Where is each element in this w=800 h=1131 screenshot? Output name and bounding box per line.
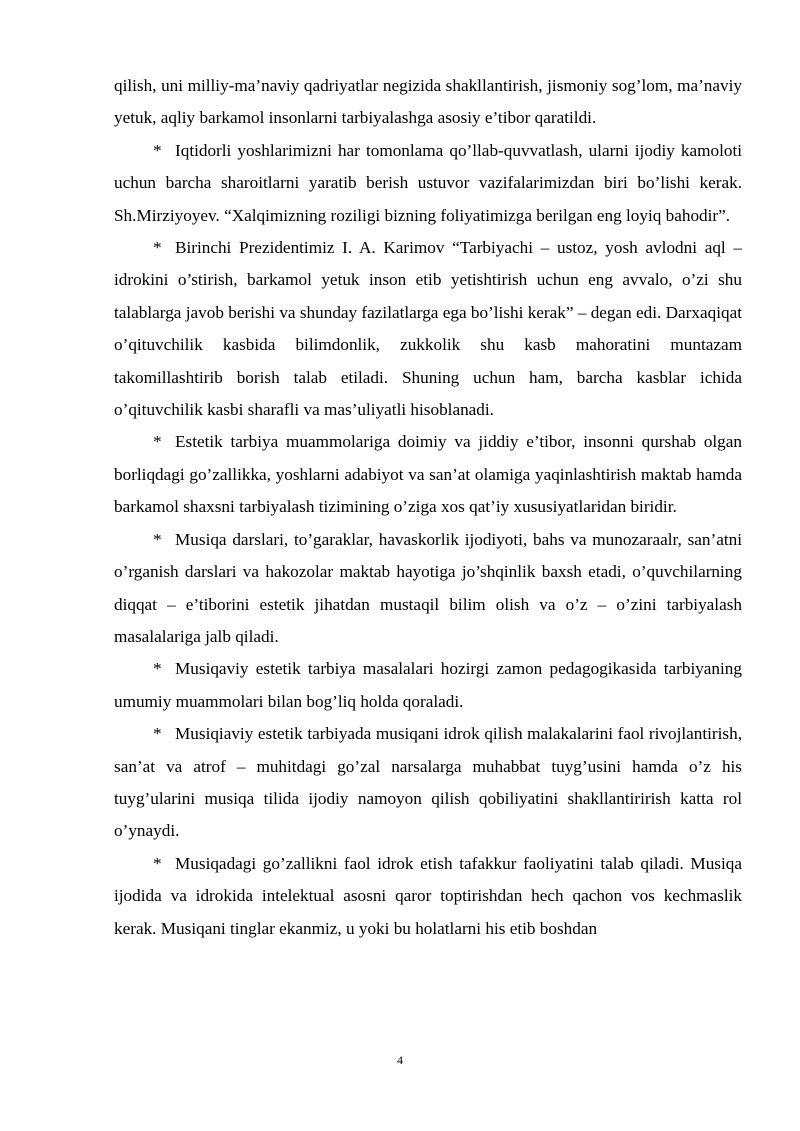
asterisk-marker: * (153, 853, 162, 873)
paragraph-text: Birinchi Prezidentimiz I. A. Karimov “Tarbiyachi – ustoz, yosh avlodni aql – idrokini o’stirish, barkamol yetuk inson etib yetishtirish uchun eng avvalo, o’zi shu talablarga javob berishi va shunday fazilatlarga ega bo’lishi kerak” – degan edi. Darxaqiqat o’qituvchilik kasbida bilimdonlik, zukkolik shu kasb mahoratini muntazam takomillashtirib borish talab etiladi. Shuning uchun ham, barcha kasblar ichida o’qituvchilik kasbi sharafli va mas’uliyatli hisoblanadi. (114, 238, 742, 420)
paragraph-text: Musiqiaviy estetik tarbiyada musiqani idrok qilish malakalarini faol rivojlantirish, san’at va atrof – muhitdagi go’zal narsalarga muhabbat tuyg’usini hamda o’z his tuyg’ularini musiqa tilida ijodiy namoyon qilish qobiliyatini shakllantirirish katta rol o’ynaydi. (114, 724, 742, 841)
page-number: 4 (397, 1053, 403, 1067)
bullet-paragraph (114, 426, 742, 523)
asterisk-marker: * (153, 529, 162, 549)
asterisk-marker: * (153, 724, 162, 744)
bullet-paragraph (114, 135, 742, 232)
paragraph-text: Musiqadagi go’zallikni faol idrok etish tafakkur faoliyatini talab qiladi. Musiqa ijodida va idrokida intelektual asosni qaror toptirishdan hech qachon vos kechmaslik kerak. Musiqani tinglar ekanmiz, u yoki bu holatlarni his etib boshdan (114, 853, 742, 938)
paragraph-continuation (114, 70, 742, 135)
bullet-paragraph (114, 848, 742, 945)
paragraph-text: Musiqa darslari, to’garaklar, havaskorlik ijodiyoti, bahs va munozaraalr, san’atni o’rganish darslari va hakozolar maktab hayotiga jo’shqinlik baxsh etadi, o’quvchilarning diqqat – e’tiborini estetik jihatdan mustaqil bilim olish va o’z – o’zini tarbiyalash masalalariga jalb qiladi. (114, 529, 742, 646)
bullet-paragraph (114, 718, 742, 848)
asterisk-marker: * (153, 140, 162, 160)
paragraph-text: Musiqaviy estetik tarbiya masalalari hozirgi zamon pedagogikasida tarbiyaning umumiy muammolari bilan bog’liq holda qoraladi. (114, 659, 742, 711)
asterisk-marker: * (153, 432, 162, 452)
asterisk-marker: * (153, 238, 162, 258)
asterisk-marker: * (153, 659, 162, 679)
paragraph-text: Iqtidorli yoshlarimizni har tomonlama qo’llab-quvvatlash, ularni ijodiy kamoloti uchun barcha sharoitlarni yaratib berish ustuvor vazifalarimizdan biri bo’lishi kerak. Sh.Mirziyoyev. “Xalqimizning roziligi bizning foliyatimizga berilgan eng loyiq bahodir”. (114, 140, 742, 225)
bullet-paragraph (114, 524, 742, 654)
paragraph-text: Estetik tarbiya muammolariga doimiy va jiddiy e’tibor, insonni qurshab olgan borliqdagi go’zallikka, yoshlarni adabiyot va san’at olamiga yaqinlashtirish maktab hamda barkamol shaxsni tarbiyalash tizimining o’ziga xos qat’iy xususiyatlaridan biridir. (114, 432, 742, 517)
paragraph-text: qilish, uni milliy-ma’naviy qadriyatlar negizida shakllantirish, jismoniy sog’lom, ma’naviy yetuk, aqliy barkamol insonlarni tarbiyalashga asosiy e’tibor qaratildi. (114, 76, 742, 128)
bullet-paragraph (114, 232, 742, 426)
bullet-paragraph (114, 653, 742, 718)
document-body (114, 70, 742, 945)
